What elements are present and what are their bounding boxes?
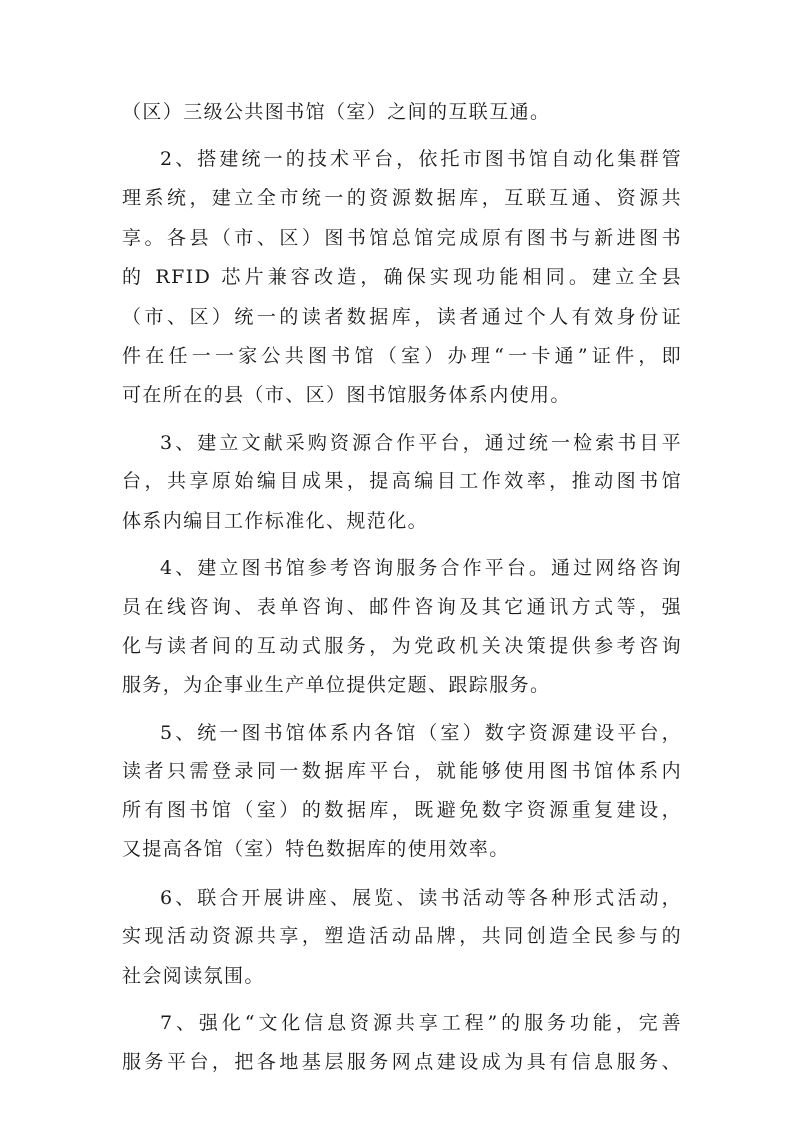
text-line: （区）三级公共图书馆（室）之间的互联互通。 [122,101,551,123]
paragraph-first-line: 5、统一图书馆体系内各馆（室）数字资源建设平台， [160,722,682,744]
text-line: 员在线咨询、表单咨询、邮件咨询及其它通讯方式等，强 [122,596,682,618]
text-line: 件在任一一家公共图书馆（室）办理“一卡通”证件，即 [122,345,682,367]
paragraph-first-line: 3、建立文献采购资源合作平台，通过统一检索书目平 [160,432,682,454]
text-line: 服务平台，把各地基层服务网点建设成为具有信息服务、 [122,1051,682,1073]
text-line: 又提高各馆（室）特色数据库的使用效率。 [122,838,510,860]
text-line: 社会阅读氛围。 [122,965,265,987]
paragraph-first-line: 7、强化“文化信息资源共享工程”的服务功能，完善 [160,1012,682,1034]
paragraph-first-line: 2、搭建统一的技术平台，依托市图书馆自动化集群管 [160,148,682,170]
text-line: 所有图书馆（室）的数据库，既避免数字资源重复建设， [122,799,682,821]
text-line: 读者只需登录同一数据库平台，就能够使用图书馆体系内 [122,760,682,782]
text-line: 享。各县（市、区）图书馆总馆完成原有图书与新进图书 [122,227,682,249]
text-line: 台，共享原始编目成果，提高编目工作效率，推动图书馆 [122,470,682,492]
text-line: 实现活动资源共享，塑造活动品牌，共同创造全民参与的 [122,925,682,947]
text-line: 服务，为企事业生产单位提供定题、跟踪服务。 [122,674,551,696]
paragraph-first-line: 4、建立图书馆参考咨询服务合作平台。通过网络咨询 [160,557,682,579]
text-line: （市、区）统一的读者数据库，读者通过个人有效身份证 [122,306,682,328]
text-line: 可在所在的县（市、区）图书馆服务体系内使用。 [122,384,571,406]
text-line: 理系统，建立全市统一的资源数据库，互联互通、资源共 [122,187,682,209]
text-line: 的 RFID 芯片兼容改造，确保实现功能相同。建立全县 [122,266,682,288]
text-line: 化与读者间的互动式服务，为党政机关决策提供参考咨询 [122,635,682,657]
text-line: 体系内编目工作标准化、规范化。 [122,510,429,532]
paragraph-first-line: 6、联合开展讲座、展览、读书活动等各种形式活动， [160,887,682,909]
